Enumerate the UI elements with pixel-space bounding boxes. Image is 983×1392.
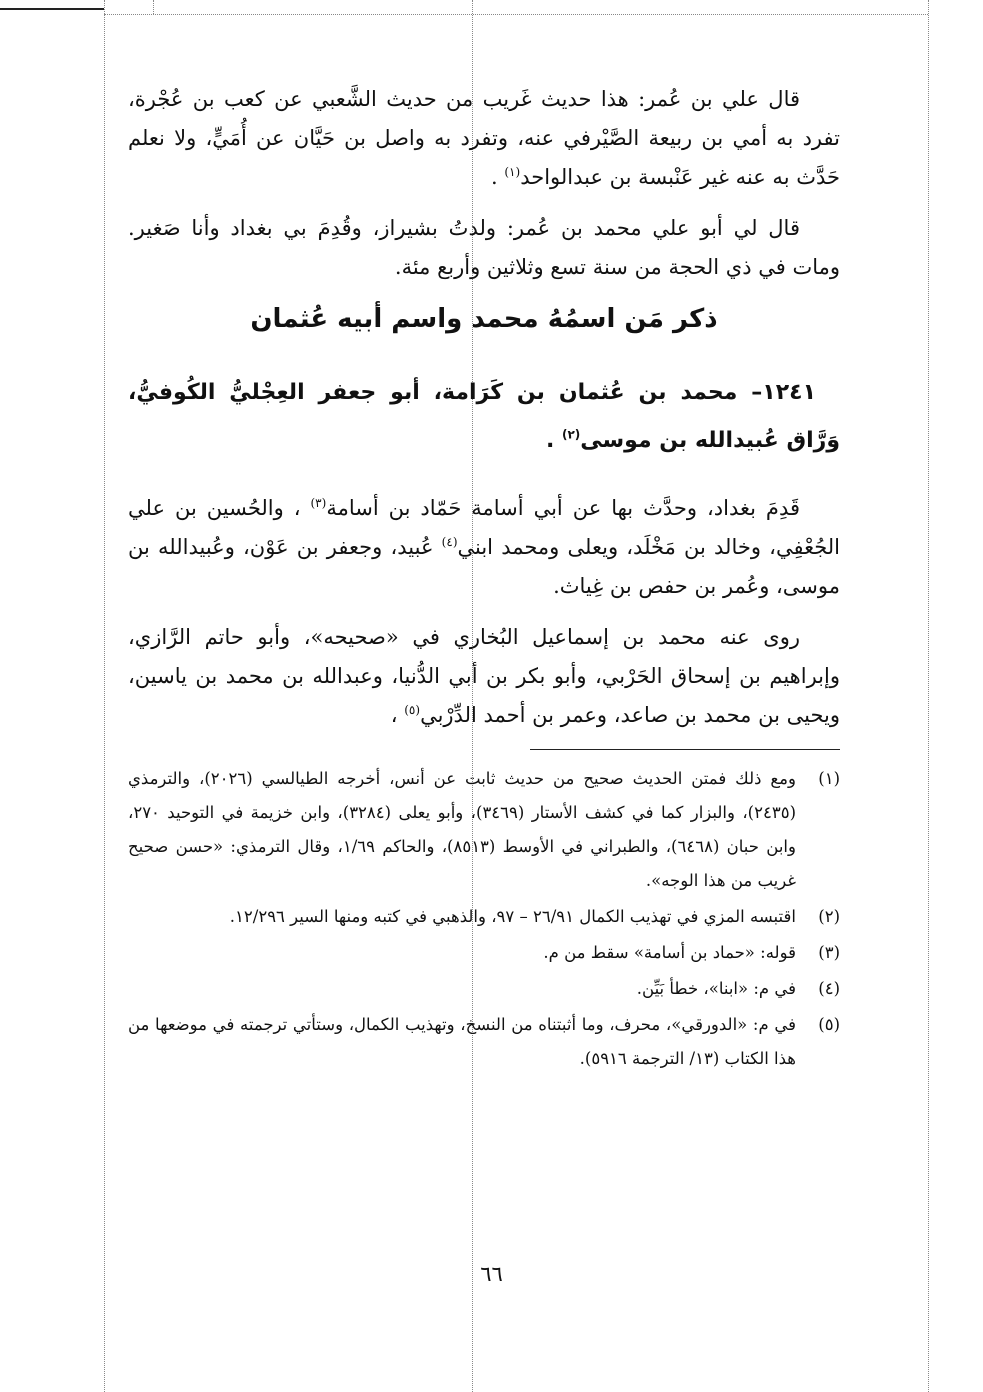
page-content	[128, 80, 840, 1078]
footnote-number: (٥)	[818, 1015, 840, 1034]
footnote	[128, 972, 840, 1006]
footnote-text: قوله: «حماد بن أسامة» سقط من م.	[543, 943, 796, 962]
footnote-ref: (١)	[504, 165, 521, 179]
page-number: ٦٦	[480, 1262, 503, 1286]
footnote-text: اقتبسه المزي في تهذيب الكمال ٢٦/٩١ – ٩٧، والذهبي في كتبه ومنها السير ١٢/٢٩٦.	[229, 907, 796, 926]
section-title: ذكر مَن اسمُهُ محمد واسم أبيه عُثمان	[250, 304, 718, 334]
paragraph: قال لي أبو علي محمد بن عُمر: ولدتُ بشيراز، وقُدِمَ بي بغداد وأنا صَغير. ومات في ذي الحجة من سنة تسع وثلاثين وأربع مئة.	[128, 216, 840, 279]
footnote	[128, 1008, 840, 1076]
footnote	[128, 762, 840, 898]
footnote-ref: (٢)	[561, 427, 581, 442]
scan-dotted-line	[153, 0, 154, 14]
footnote-number: (٢)	[818, 907, 840, 926]
footnotes	[128, 762, 840, 1076]
footnote-number: (١)	[818, 769, 840, 788]
footnote-ref: (٥)	[404, 703, 421, 717]
footnote	[128, 936, 840, 970]
paragraph: قَدِمَ بغداد، وحدَّث بها عن أبي أسامة حَمّاد بن أسامة$^{(٣)}$ ، والحُسين بن علي الجُعْفِي، وخالد بن مَخْلَد، ويعلى ومحمد ابني$^{(٤)}$ عُبيد، وجعفر بن عَوْن، وعُبيدالله بن موسى، وعُمر بن حفص بن غِياث.	[128, 496, 840, 598]
footnote-text: ومع ذلك فمتن الحديث صحيح من حديث ثابت عن أنس، أخرجه الطيالسي (٢٠٢٦)، والترمذي (٢٤٣٥)، والبزار كما في كشف الأستار (٣٤٦٩)، وأبو يعلى (٣٢٨٤)، وابن خزيمة في التوحيد ٢٧٠، وابن حبان (٦٤٦٨)، والطبراني في الأوسط (٨٥١٣)، والحاكم ١/٦٩، وقال الترمذي: «حسن صحيح غريب من هذا الوجه».	[128, 769, 796, 890]
footnote	[128, 900, 840, 934]
footnote-text: في م: «ابنا»، خطأ بَيِّن.	[636, 979, 796, 998]
scan-dotted-line	[104, 0, 105, 1392]
paragraph: روى عنه محمد بن إسماعيل البُخاري في «صحيحه»، وأبو حاتم الرَّازي، وإبراهيم بن إسحاق الحَرْبي، وأبو بكر بن أبي الدُّنيا، وعبدالله بن محمد بن ياسين، ويحيى بن محمد بن صاعد، وعمر بن أحمد الدِّرْبي$^{(٥)}$ ،	[128, 625, 840, 727]
paragraph: قال علي بن عُمر: هذا حديث غَريب من حديث الشَّعبي عن كعب بن عُجْرة، تفرد به أمي بن ربيعة الصَّيْرفي عنه، وتفرد به واصل بن حَيَّان عن أُمَيٍّ، ولا نعلم حَدَّث به عنه غير عَنْبسة بن عبدالواحد$^{(١)}$ .	[128, 87, 840, 189]
footnote-number: (٤)	[818, 979, 840, 998]
footnote-separator	[530, 749, 840, 750]
scan-edge-line	[0, 8, 104, 10]
scan-dotted-line	[928, 0, 929, 1392]
scan-dotted-line	[104, 14, 928, 15]
biography-entry-heading: ١٢٤١– محمد بن عُثمان بن كَرَامة، أبو جعفر العِجْليُّ الكُوفيُّ، وَرَّاق عُبيدالله بن موسى$^{(٢)}$ .	[128, 380, 840, 453]
footnote-ref: (٤)	[441, 535, 458, 549]
footnote-ref: (٣)	[310, 496, 327, 510]
footnote-text: في م: «الدورقي»، محرف، وما أثبتناه من النسخ، وتهذيب الكمال، وستأتي ترجمته في موضعها من هذا الكتاب (١٣/ الترجمة ٥٩١٦).	[128, 1015, 796, 1068]
footnote-number: (٣)	[818, 943, 840, 962]
